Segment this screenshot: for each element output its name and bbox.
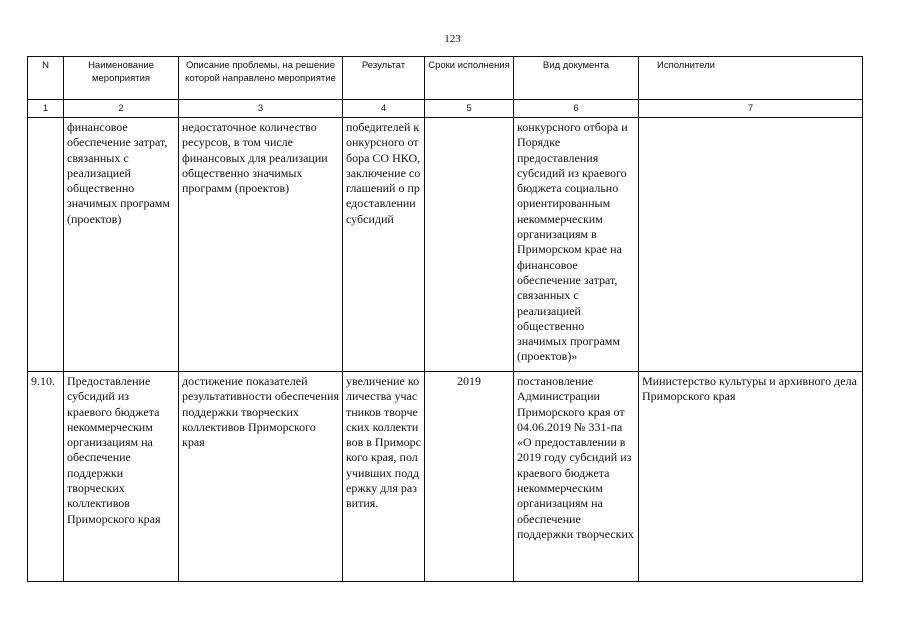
header-executors: Исполнители <box>639 57 863 100</box>
cell-document: конкурсного отбора и Порядке предоставления субсидий из краевого бюджета социально ориентированным некоммерческим организациям в Приморском крае на финансовое обеспечение затрат, связанных с реализацией общественно значимых программ (проектов)» <box>514 118 639 372</box>
cell-deadline: 2019 <box>425 372 514 582</box>
cell-problem: достижение показателей результативности обеспечения поддержки творческих коллективов Приморского края <box>179 372 343 582</box>
column-number: 6 <box>514 100 639 118</box>
header-document: Вид документа <box>514 57 639 100</box>
cell-document: постановление Администрации Приморского края от 04.06.2019 № 331-па «О предоставлении в 2019 году субсидий из краевого бюджета некоммерческим организациям на обеспечение поддержки творческих <box>514 372 639 582</box>
cell-result: победителей конкурсного отбора СО НКО, заключение соглашений о предоставлении субсидий <box>343 118 425 372</box>
header-deadline: Сроки исполнения <box>425 57 514 100</box>
header-result: Результат <box>343 57 425 100</box>
page-number: 123 <box>444 33 461 45</box>
cell-name: финансовое обеспечение затрат, связанных с реализацией общественно значимых программ (проектов) <box>64 118 179 372</box>
table-row <box>28 118 863 372</box>
column-number-row <box>28 100 863 118</box>
cell-result: увеличение количества участников творческих коллективов в Приморского края, получивших поддержку для развития. <box>343 372 425 582</box>
column-number: 2 <box>64 100 179 118</box>
table-row <box>28 372 863 582</box>
cell-deadline <box>425 118 514 372</box>
column-number: 4 <box>343 100 425 118</box>
header-problem: Описание проблемы, на решение которой направлено мероприятие <box>179 57 343 100</box>
header-row <box>28 57 863 100</box>
column-number: 3 <box>179 100 343 118</box>
cell-n <box>28 118 64 372</box>
column-number: 7 <box>639 100 863 118</box>
cell-name: Предоставление субсидий из краевого бюджета некоммерческим организациям на обеспечение поддержки творческих коллективов Приморского края <box>64 372 179 582</box>
header-n: N <box>28 57 64 100</box>
cell-n: 9.10. <box>28 372 64 582</box>
cell-executors: Министерство культуры и архивного дела Приморского края <box>639 372 863 582</box>
events-table <box>27 56 863 582</box>
column-number: 1 <box>28 100 64 118</box>
header-name: Наименование мероприятия <box>64 57 179 100</box>
cell-problem: недостаточное количество ресурсов, в том числе финансовых для реализации общественно значимых программ (проектов) <box>179 118 343 372</box>
cell-executors <box>639 118 863 372</box>
column-number: 5 <box>425 100 514 118</box>
